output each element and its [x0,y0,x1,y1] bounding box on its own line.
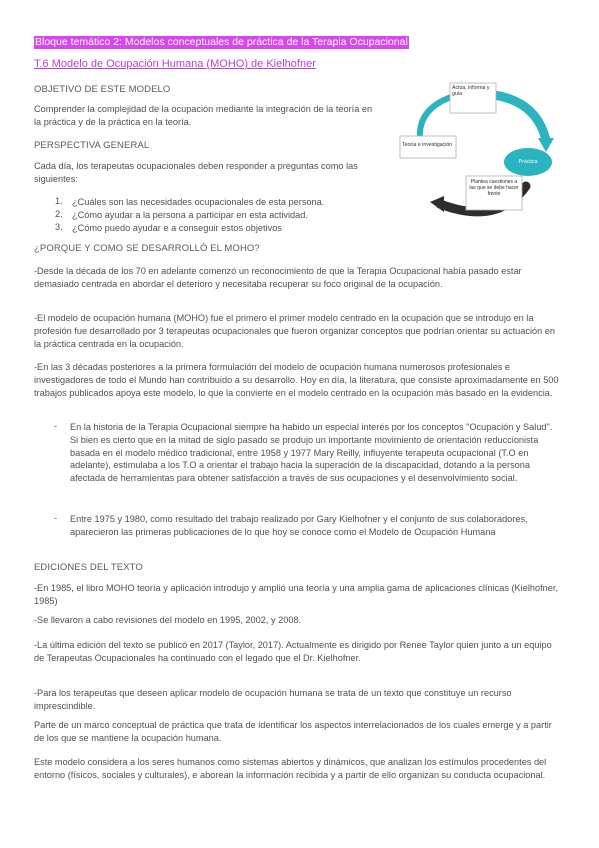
why-paragraph-2: -El modelo de ocupación humana (MOHO) fue el primero el primer modelo centrado en la ocupación que se introdujo en la profesión fue desarrollado por 3 terapeutas ocupacionales que fueron organizar conceptos que podrían orientar su actuación en la práctica centrada en la ocupación. [34,313,555,349]
editions-paragraph-3: -La última edición del texto se publicó en 2017 (Taylor, 2017). Actualmente es dirigido por Renee Taylor quien junto a un equipo de Terapeutas Ocupacionales ha continuado con el legado que el Dr. Kielhofner. [34,640,552,663]
arrow-head-icon [430,196,444,212]
objective-text: Comprender la complejidad de la ocupación mediante la integración de la teoría en la práctica y de la práctica en la teoría. [34,104,373,127]
why-paragraph-1: -Desde la década de los 70 en adelante comenzó un reconocimiento de que la Terapia Ocupacional había pasado estar demasiado centrada en abordar el deterioro y necesitaba recuperar su foco original de la ocupación. [34,266,522,289]
objective-heading: OBJETIVO DE ESTE MODELO [34,84,171,95]
perspective-intro: Cada día, los terapeutas ocupacionales deben responder a preguntas como las siguientes: [34,161,358,184]
bottom-label: Plantea cuestiones a las que se debe hacer frente [469,179,519,197]
editions-paragraph-4: -Para los terapeutas que deseen aplicar modelo de ocupación humana se trata de un texto que constituye un recurso imprescindible. [34,688,512,711]
bullet-dash: - [54,421,58,431]
left-label: Teoría e investigación [402,142,453,148]
question-item: ¿Cuáles son las necesidades ocupacionales de esta persona. [72,197,325,207]
moho-diagram [398,80,566,230]
editions-paragraph-5: Parte de un marco conceptual de práctica que trata de identificar los aspectos interrelacionados de los cuales emerge y a partir de los que se mantiene la ocupación humana. [34,720,552,743]
editions-heading: EDICIONES DEL TEXTO [34,562,143,573]
right-label: Práctica [518,159,538,165]
why-paragraph-3: -En las 3 décadas posteriores a la primera formulación del modelo de ocupación humana numerosos profesionales e investigadores de todo el Mundo han contribuido a su desarrollo. Hoy en día, la literatura, que consiste aproximadamente en 500 trabajos publicados apoya este modelo, lo que la convierte en el modelo centrado en la ocupación más basado en la evidencia. [34,362,559,398]
bullet-item-2: Entre 1975 y 1980, como resultado del trabajo realizado por Gary Kielhofner y el conjunto de sus colaboradores, aparecieron las primeras publicaciones de lo que hoy se conoce como el Modelo de Ocupación Humana [70,514,528,537]
top-label: Actúa, informa y guía [452,85,490,97]
moho-cycle-svg [398,80,566,230]
bullet-dash: - [54,513,58,523]
left-arc [420,96,454,138]
arrow-head-icon [538,138,554,152]
question-item: ¿Cómo puedo ayudar e a conseguir estos objetivos [72,223,282,233]
question-number: 2. [55,209,63,219]
editions-paragraph-2: -Se llevaron a cabo revisiones del modelo en 1995, 2002, y 2008. [34,615,302,625]
block-title: Bloque temático 2: Modelos conceptuales de práctica de la Terapia Ocupacional [35,36,408,48]
editions-paragraph-1: -En 1985, el libro MOHO teoría y aplicación introdujo y amplió una teoría y una amplia gama de aplicaciones clínicas (Kielhofner, 1985) [34,583,558,606]
topic-title: T.6 Modelo de Ocupación Humana (MOHO) de Kielhofner [34,58,316,70]
question-number: 3. [55,222,63,232]
bullet-item-1: En la historia de la Terapia Ocupacional siempre ha habido un especial interés por los conceptos "Ocupación y Salud". Si bien es cierto que en la mitad de siglo pasado se produjo un importante movimiento de orientación reduccionista basada en el modelo médico tradicional, entre 1958 y 1977 Mary Reilly, influyente terapeuta ocupacional (T.O en adelante), estimulaba a los T.O a orientar el trabajo hacia la superación de la discapacidad, dotando a la persona afectada de herramientas para obtener satisfacción a través de sus ocupaciones y el desenvolvimiento social. [70,422,553,484]
question-number: 1. [55,196,63,206]
question-item: ¿Cómo ayudar a la persona a participar en esta actividad. [72,210,308,220]
perspective-heading: PERSPECTIVA GENERAL [34,140,150,151]
why-heading: ¿PORQUE Y COMO SE DESARROLLÓ EL MOHO? [34,243,260,254]
editions-paragraph-6: Este modelo considera a los seres humanos como sistemas abiertos y dinámicos, que analizan los estímulos procedentes del entorno (físicos, sociales y culturales), e aborean la información recibida y a partir de ello organizan su conducta ocupacional. [34,757,547,780]
